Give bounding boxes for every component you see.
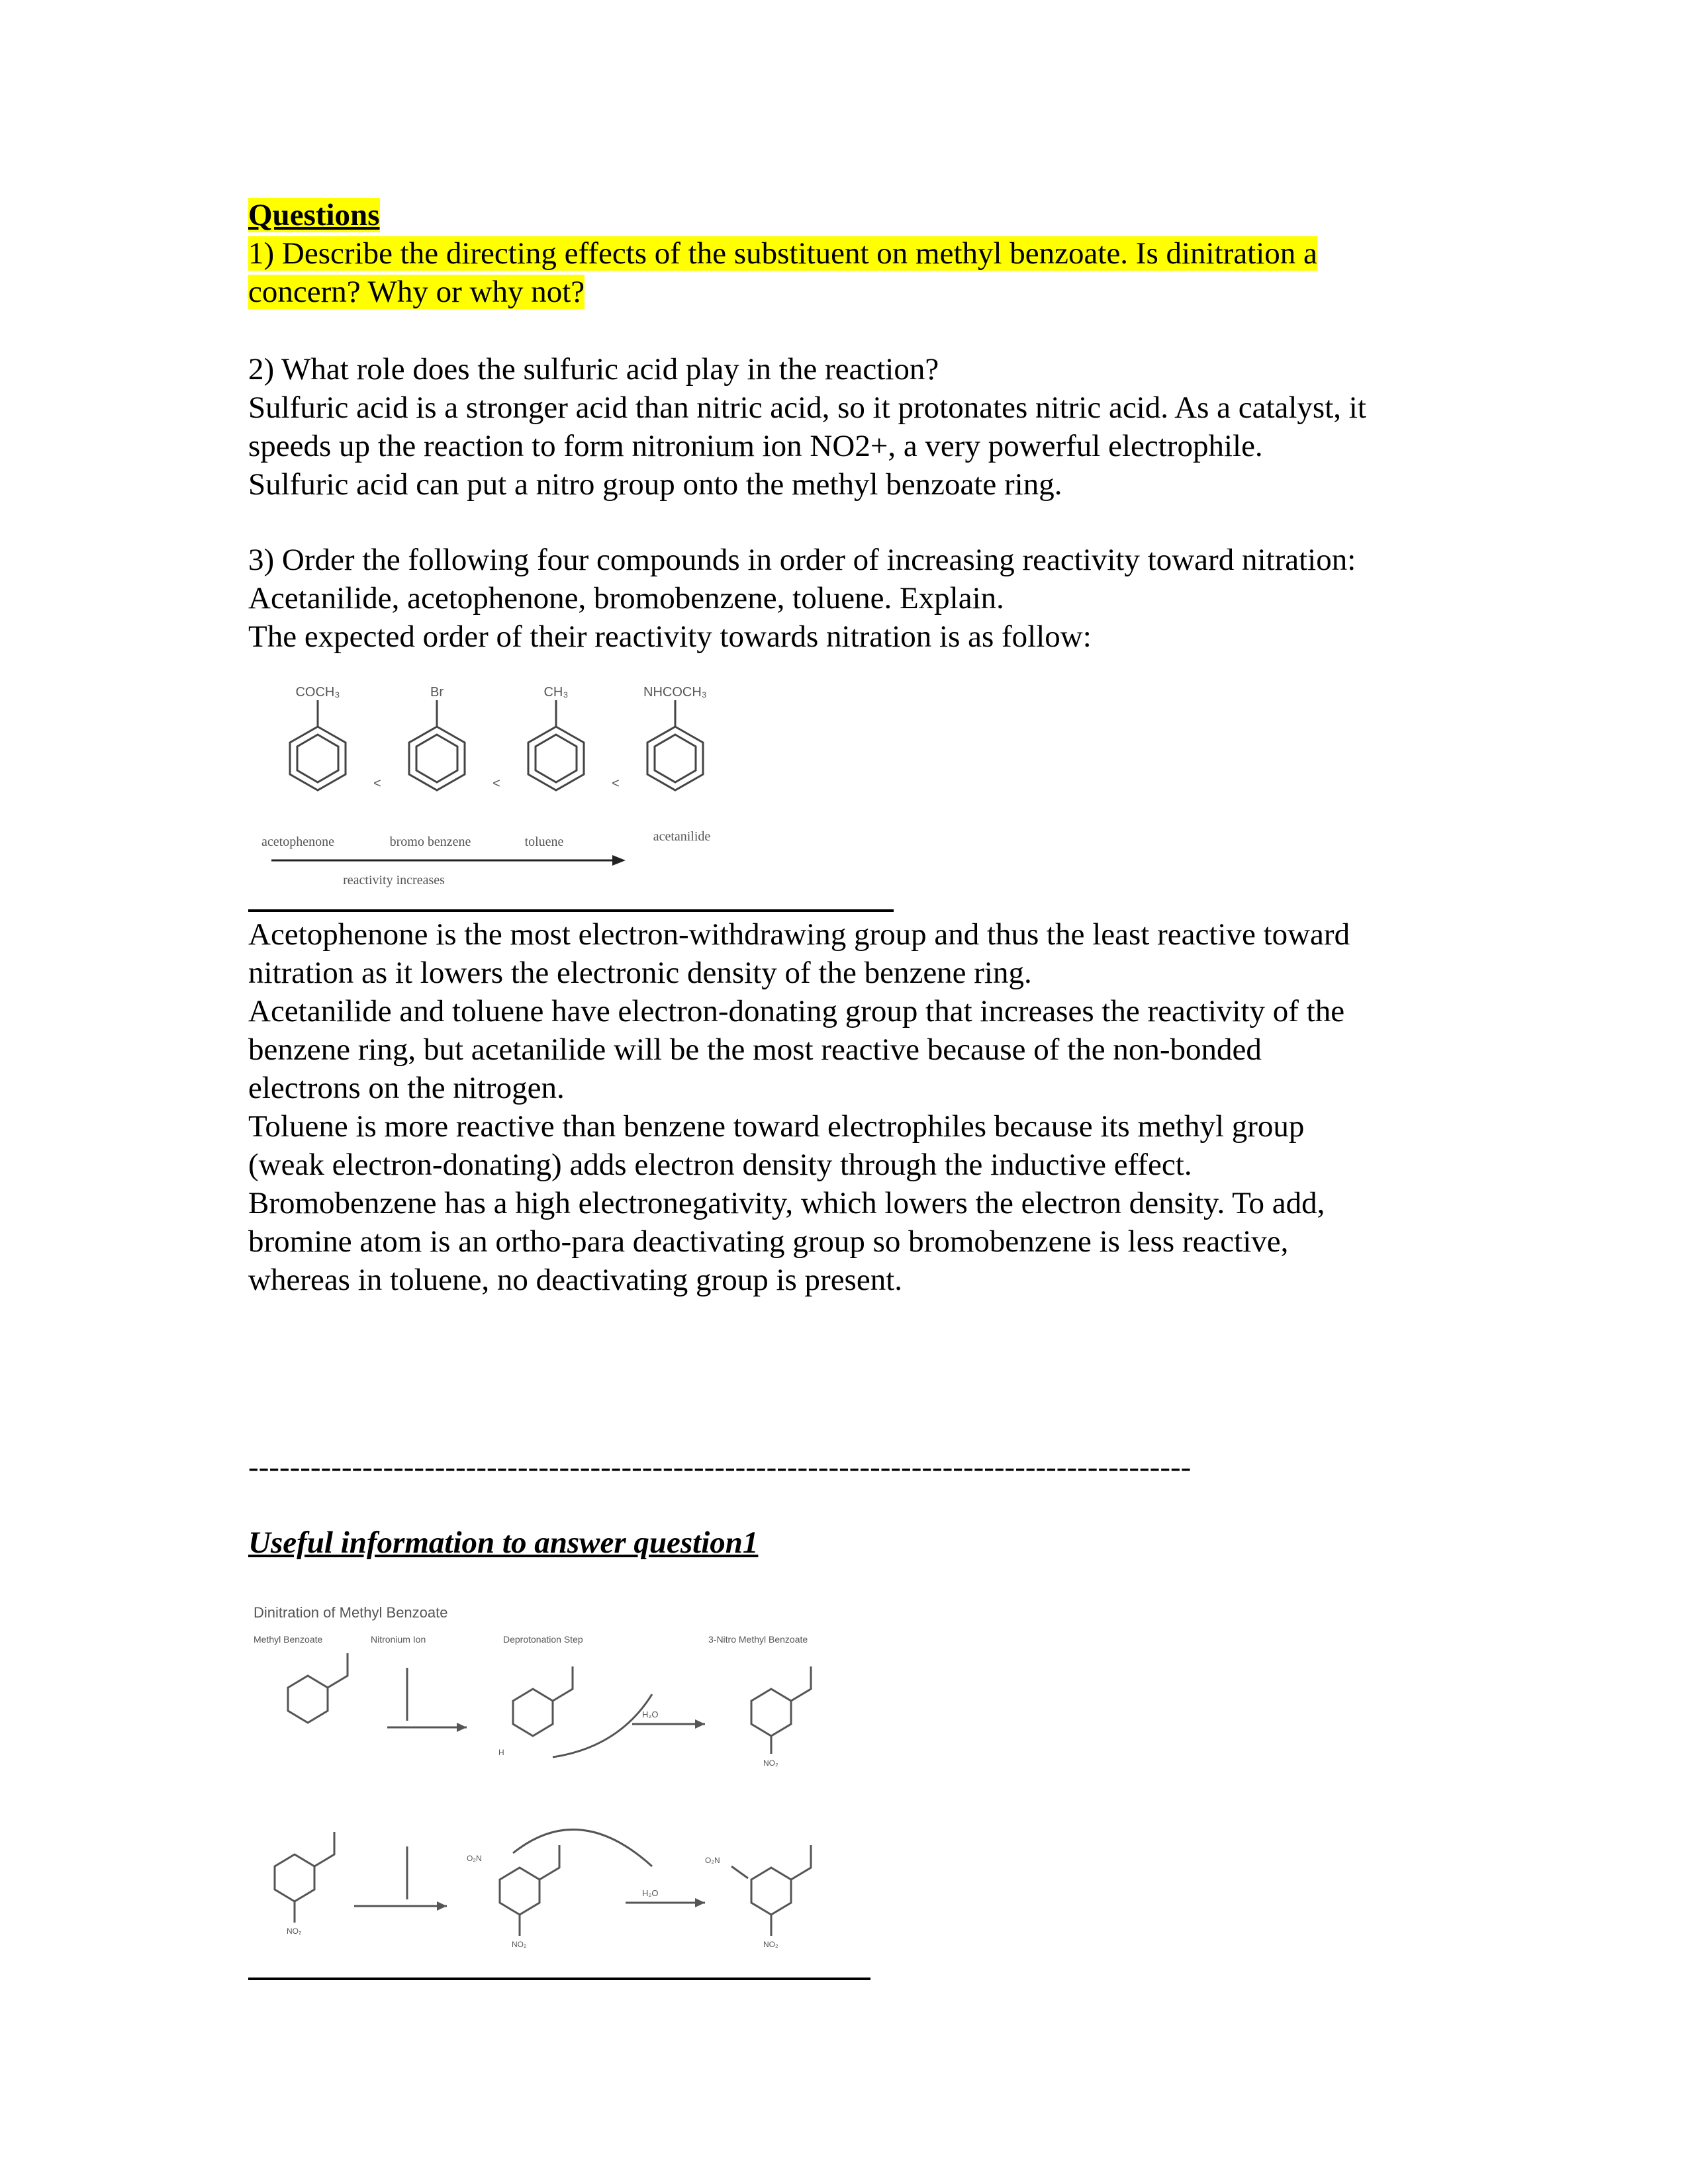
less-than-sign: < — [373, 776, 381, 791]
question-3-explanation — [248, 915, 1440, 1299]
compound-name: acetophenone — [261, 835, 334, 849]
bottom-divider-line — [248, 1978, 870, 1980]
ring-nitro-methyl-benzoate — [275, 1854, 314, 1901]
reactivity-arrow-head — [612, 855, 626, 866]
substituent-label: COCH₃ — [295, 685, 340, 700]
substituent-label: CH₃ — [543, 685, 569, 700]
ring-methyl-benzoate — [288, 1676, 328, 1723]
explanation-line: Acetanilide and toluene have electron-donating group that increases the reactivity of the — [248, 994, 1345, 1028]
group-label: H — [498, 1748, 504, 1757]
question-3-section — [248, 541, 1440, 656]
substituent-label: NHCOCH₃ — [643, 685, 707, 700]
explanation-line: Acetophenone is the most electron-withdrawing group and thus the least reactive toward — [248, 917, 1350, 952]
explanation-line: benzene ring, but acetanilide will be the most reactive because of the non-bonded — [248, 1032, 1262, 1067]
benzene-ring-bromobenzene — [409, 700, 465, 790]
question-1-line: concern? Why or why not? — [248, 275, 585, 309]
group-label: NO₂ — [763, 1940, 778, 1949]
step-label: Deprotonation Step — [503, 1634, 583, 1645]
question-1-line: 1) Describe the directing effects of the substituent on methyl benzoate. Is dinitration a — [248, 236, 1317, 271]
group-label: O₂N — [467, 1854, 482, 1863]
group-label: NO₂ — [512, 1940, 527, 1949]
useful-info-heading: Useful information to answer question1 — [248, 1525, 759, 1560]
explanation-line: nitration as it lowers the electronic density of the benzene ring. — [248, 956, 1032, 990]
substituent-label: Br — [430, 685, 444, 700]
benzene-ring-acetanilide — [647, 700, 703, 790]
divider-line — [248, 909, 894, 912]
explanation-line: electrons on the nitrogen. — [248, 1071, 565, 1105]
question-2-section — [248, 350, 1440, 504]
question-3-text: Acetanilide, acetophenone, bromobenzene, toluene. Explain. — [248, 581, 1004, 615]
answer-2-line: Sulfuric acid can put a nitro group onto the methyl benzoate ring. — [248, 467, 1062, 502]
answer-2-line: speeds up the reaction to form nitronium ion NO2+, a very powerful electrophile. — [248, 429, 1263, 463]
ring-nitro-product — [751, 1689, 791, 1736]
dashed-separator: ------------------------------------------------------------------------------------------- — [248, 1450, 1192, 1484]
questions-heading: Questions — [248, 198, 380, 232]
arrow-label: reactivity increases — [343, 873, 445, 887]
benzene-ring-toluene — [528, 700, 584, 790]
reactivity-order-figure — [245, 682, 761, 893]
question-2-text: 2) What role does the sulfuric acid play in the reaction? — [248, 352, 939, 387]
benzene-ring-acetophenone — [290, 700, 346, 790]
reagent-label: H₂O — [642, 1888, 659, 1898]
compound-name: toluene — [524, 835, 564, 849]
explanation-line: Toluene is more reactive than benzene toward electrophiles because its methyl group — [248, 1109, 1305, 1144]
ring-sigma-complex — [513, 1689, 553, 1736]
less-than-sign: < — [492, 776, 500, 791]
explanation-line: Bromobenzene has a high electronegativity, which lowers the electron density. To add, — [248, 1186, 1325, 1220]
useful-info-section — [248, 1524, 1440, 1562]
question-3-text: 3) Order the following four compounds in order of increasing reactivity toward nitration: — [248, 543, 1356, 577]
mechanism-title: Dinitration of Methyl Benzoate — [254, 1604, 448, 1621]
compound-name: acetanilide — [653, 829, 711, 844]
dinitration-mechanism-figure — [248, 1602, 877, 1972]
questions-section — [248, 196, 1440, 311]
explanation-line: whereas in toluene, no deactivating group is present. — [248, 1263, 903, 1297]
compound-name: bromo benzene — [389, 835, 471, 849]
step-label: Nitronium Ion — [371, 1634, 426, 1645]
group-label: NO₂ — [763, 1758, 778, 1768]
reagent-label: H₂O — [642, 1709, 659, 1719]
group-label: O₂N — [705, 1856, 720, 1865]
step-label: Methyl Benzoate — [254, 1634, 323, 1645]
group-label: NO₂ — [287, 1927, 302, 1936]
step-label: 3-Nitro Methyl Benzoate — [708, 1634, 808, 1645]
question-3-text: The expected order of their reactivity towards nitration is as follow: — [248, 619, 1092, 654]
less-than-sign: < — [612, 776, 620, 791]
ring-dinitro-product — [751, 1868, 791, 1915]
explanation-line: (weak electron-donating) adds electron density through the inductive effect. — [248, 1148, 1192, 1182]
ring-sigma-complex-2 — [500, 1868, 539, 1915]
explanation-line: bromine atom is an ortho-para deactivating group so bromobenzene is less reactive, — [248, 1224, 1289, 1259]
answer-2-line: Sulfuric acid is a stronger acid than nitric acid, so it protonates nitric acid. As a catalyst, it — [248, 390, 1366, 425]
